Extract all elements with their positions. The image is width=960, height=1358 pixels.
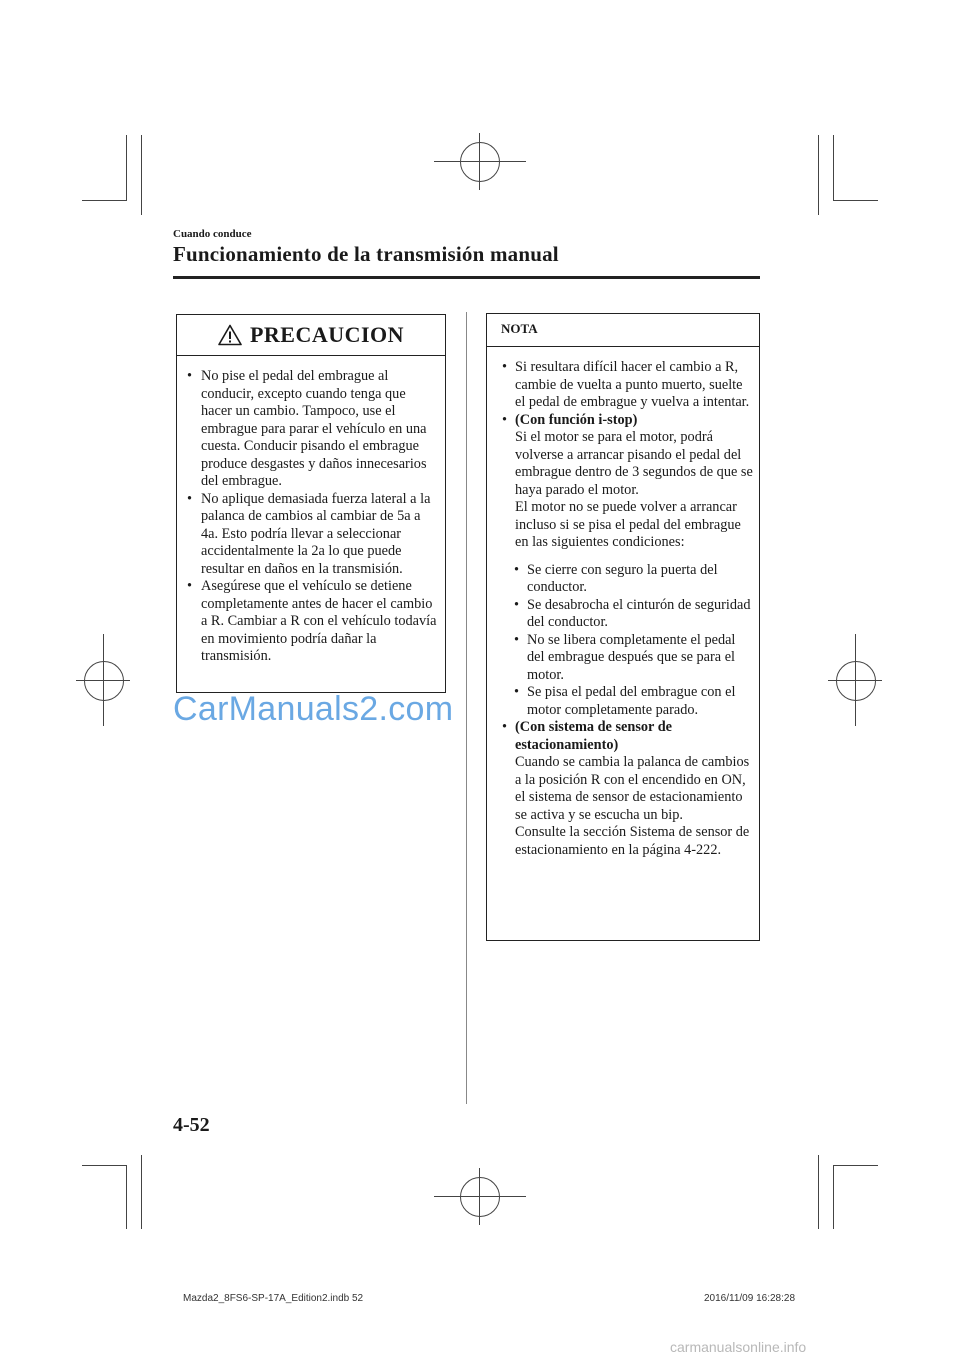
condition-item: • Se desabrocha el cinturón de seguridad del conductor.	[514, 596, 751, 630]
caution-title: PRECAUCION	[249, 322, 405, 347]
note-item-heading: (Con función i-stop)	[515, 411, 638, 428]
footer-file-info: Mazda2_8FS6-SP-17A_Edition2.indb 52	[183, 1293, 364, 1304]
note-box	[486, 313, 760, 941]
bullet: •	[187, 578, 193, 594]
caution-list	[177, 356, 445, 666]
bottom-watermark: carmanualsonline.info	[670, 1339, 807, 1355]
condition-item: • No se libera completamente el pedal del embrague después que se para el motor.	[514, 631, 736, 683]
note-title: NOTA	[487, 314, 759, 347]
caution-item	[187, 368, 437, 491]
condition-item: • Se pisa el pedal del embrague con el motor completamente parado.	[514, 684, 736, 718]
caution-header	[177, 315, 445, 356]
page-number: 4-52	[173, 1114, 210, 1136]
note-item-text: Consulte la sección Sistema de sensor de estacionamiento en la página 4-222.	[515, 824, 750, 858]
caution-item-text: No aplique demasiada fuerza lateral a la palanca de cambios al cambiar de 5a a 4a. Esto podría llevar a seleccionar accidentalmente la 2a lo que puede resultar en daños en la transmisión.	[201, 490, 431, 577]
caution-box	[176, 314, 446, 693]
note-item-heading: (Con sistema de sensor de estacionamiento)	[515, 719, 673, 753]
note-item-text: El motor no se puede volver a arrancar incluso si se pisa el pedal del embrague en las siguientes condiciones:	[515, 499, 741, 550]
bullet: •	[187, 368, 193, 384]
bullet: •	[502, 359, 508, 375]
note-item-text: Cuando se cambia la palanca de cambios a la posición R con el encendido en ON, el sistema de sensor de estacionamiento se activa y se escucha un bip.	[515, 754, 750, 823]
watermark-logo: CarManuals2.com	[173, 690, 454, 728]
page-title: Funcionamiento de la transmisión manual	[173, 242, 559, 266]
bullet: •	[187, 490, 193, 507]
note-list	[487, 347, 759, 859]
bullet: •	[514, 596, 520, 613]
bullet: •	[514, 631, 520, 648]
note-item	[502, 359, 755, 412]
caution-item-text: No pise el pedal del embrague al conducir, excepto cuando tenga que hacer un cambio. Tampoco, use el embrague para parar el vehículo en una cuesta. Conducir pisando el embrague produce desgastes y daños innecesarios del embrague.	[201, 368, 427, 489]
condition-list	[515, 562, 755, 720]
column-divider	[466, 312, 467, 1104]
note-item	[502, 411, 755, 720]
bullet: •	[514, 561, 520, 578]
bullet: •	[502, 719, 508, 735]
warning-triangle-icon	[218, 324, 242, 346]
caution-item	[187, 490, 437, 579]
footer-date: 2016/11/09 16:28:28	[704, 1293, 796, 1304]
caution-item	[187, 578, 437, 666]
note-item-text: Si resultara difícil hacer el cambio a R, cambie de vuelta a punto muerto, suelte el pedal de embrague y vuelva a intentar.	[515, 359, 750, 410]
bullet: •	[502, 411, 508, 428]
note-item	[502, 719, 755, 859]
caution-item-text: Asegúrese que el vehículo se detiene completamente antes de hacer el cambio a R. Cambiar a R con el vehículo todavía en movimiento podría dañar la transmisión.	[201, 578, 437, 664]
note-item-text: Si el motor se para el motor, podrá volverse a arrancar pisando el pedal del embrague dentro de 3 segundos de que se haya parado el motor.	[515, 429, 753, 498]
bullet: •	[514, 684, 520, 700]
condition-item: • Se cierre con seguro la puerta del conductor.	[514, 561, 718, 595]
section-label: Cuando conduce	[173, 228, 252, 240]
title-rule	[173, 276, 760, 279]
